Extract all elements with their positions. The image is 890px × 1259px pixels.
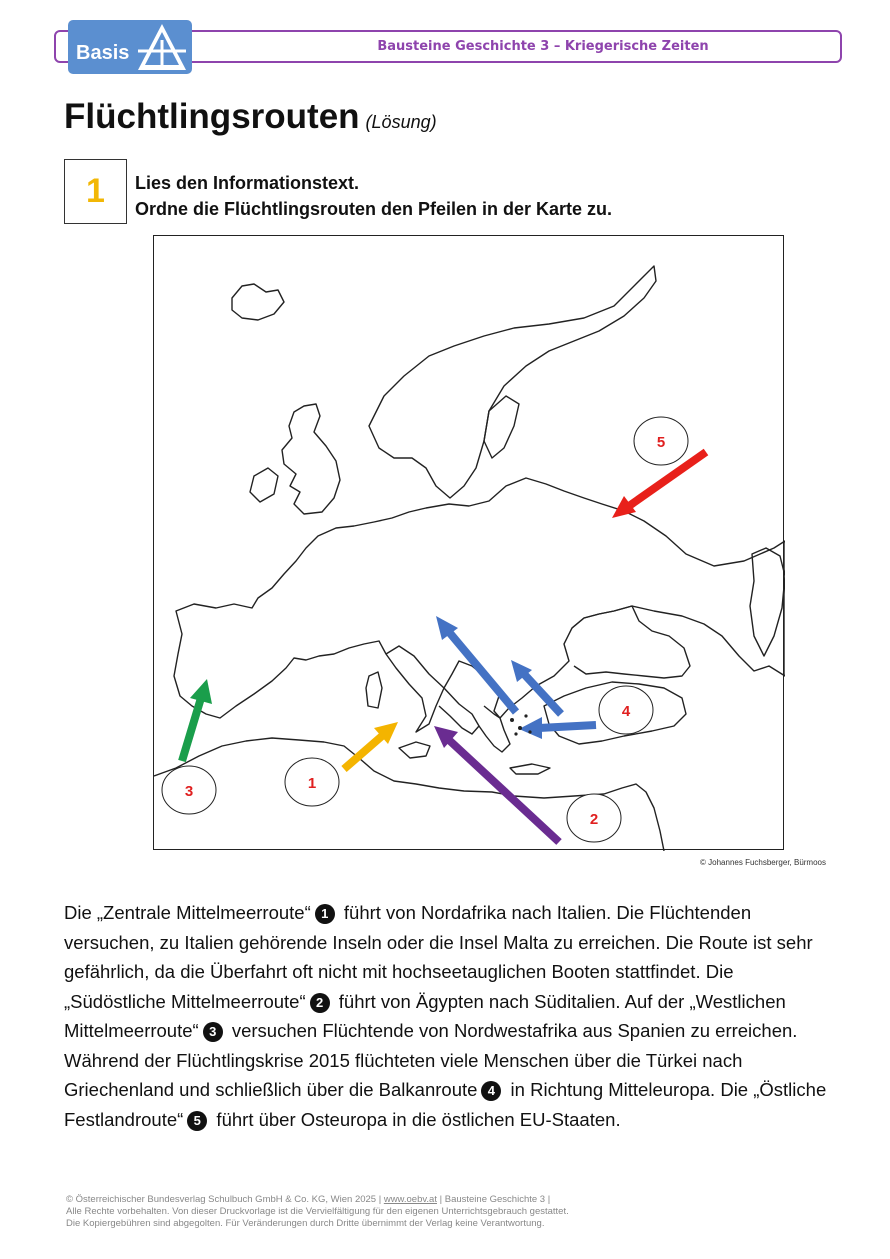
route-label-4-text: 4 [621,703,631,720]
page-subtitle: (Lösung) [365,112,437,132]
basis-logo [68,20,192,74]
information-text [64,898,834,1134]
route-3-arrow [182,679,212,761]
footer-line-3: Die Kopiergebühren sind abgegolten. Für Veränderungen durch Dritte übernimmt der Verlag keine Verantwortung. [66,1218,545,1229]
route-labels [162,417,688,842]
map-credit: © Johannes Fuchsberger, Bürmoos [700,858,826,867]
route-arrows [182,452,706,842]
europe-map [153,235,784,850]
footer-copyright: © Österreichischer Bundesverlag Schulbuch GmbH & Co. KG, Wien 2025 | [66,1194,384,1205]
black-sea-outline [572,606,690,678]
route-4-arrow-middle [511,660,561,714]
page-title-text: Flüchtlingsrouten [64,97,360,136]
route-label-5-text: 5 [656,434,666,451]
italy-outline [386,646,479,734]
text-part-4: versuchen Flüchtende von Nordwestafrika aus Spanien zu erreichen. Während der Flüchtlingskrise 2015 flüchteten viele Menschen über die Türkei nach Griechenland und schließlich über die Balkanroute [64,1020,798,1100]
route-label-3-text: 3 [184,783,194,800]
route-label-2 [567,794,621,842]
footer-line-1 [66,1194,569,1206]
route-label-2-text: 2 [589,811,599,828]
crete-outline [510,764,550,774]
footer-book: | Bausteine Geschichte 3 | [436,1194,551,1205]
mainland-europe-outline [174,478,785,732]
footer [66,1194,569,1230]
route-label-3 [162,766,216,814]
sardinia-outline [366,672,382,708]
route-1-badge: 1 [315,904,335,924]
ireland-outline [250,468,278,502]
task-line-2: Ordne die Flüchtlingsrouten den Pfeilen in der Karte zu. [135,199,613,219]
page-title [64,97,437,137]
route-3-badge: 3 [203,1022,223,1042]
route-5-badge: 5 [187,1111,207,1131]
logo-text: Basis [76,42,130,64]
caspian-outline [750,548,785,656]
header-title: Bausteine Geschichte 3 – Kriegerische Zeiten [377,39,709,54]
route-2-arrow [434,726,559,842]
route-1-arrow [344,722,398,769]
task-instructions [135,170,612,222]
text-part-5: in Richtung Mitteleuropa. Die „Östliche Festlandroute“ [64,1079,827,1130]
route-label-5 [634,417,688,465]
publisher-link[interactable]: www.oebv.at [383,1194,437,1205]
text-part-2: führt von Nordafrika nach Italien. Die Flüchtenden versuchen, zu Italien gehörende Inseln oder die Insel Malta zu erreichen. Die Route ist sehr gefährlich, da die Überfahrt oft nicht mit hochseetauglichen Booten stattfindet. Die „Südöstliche Mittelmeerroute“ [64,902,813,1012]
route-label-1-text: 1 [307,775,317,792]
route-4-arrow-upper [436,616,516,712]
text-part-3: führt von Ägypten nach Süditalien. Auf der „Westlichen Mittelmeerroute“ [64,990,786,1041]
text-part-6: führt über Osteuropa in die östlichen EU-Staaten. [211,1108,621,1130]
route-2-badge: 2 [310,993,330,1013]
map-svg [154,236,785,851]
footer-line-2: Alle Rechte vorbehalten. Von dieser Druckvorlage ist die Vervielfältigung für den eigenen Unterrichtsgebrauch gestattet. [66,1206,569,1217]
route-label-1 [285,758,339,806]
finland-outline [484,396,519,458]
text-part-1: Die „Zentrale Mittelmeerroute“ [64,902,311,923]
route-4-badge: 4 [481,1081,501,1101]
route-label-4 [599,686,653,734]
sicily-outline [399,742,430,758]
task-line-1: Lies den Informationstext. [135,173,360,193]
task-number-box: 1 [64,159,127,224]
route-4-arrow-lower [519,717,596,739]
iceland-outline [232,284,284,320]
scandinavia-outline [369,266,656,498]
great-britain-outline [282,404,340,514]
